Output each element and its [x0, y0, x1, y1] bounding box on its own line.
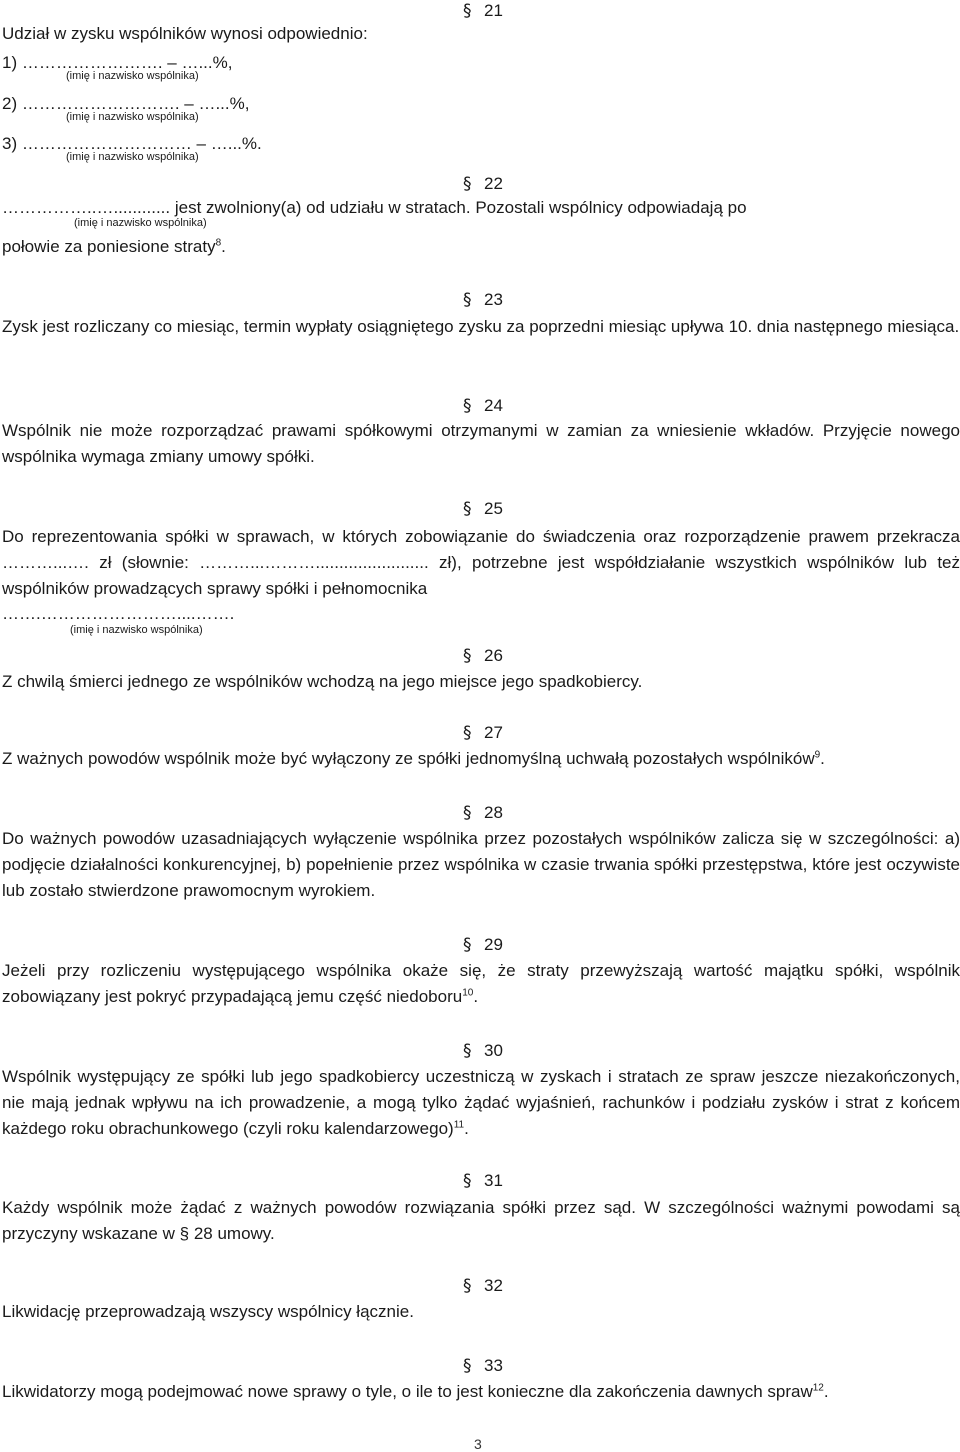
section-sign-icon	[462, 396, 476, 414]
section-23-text: Zysk jest rozliczany co miesiąc, termin wypłaty osiągniętego zysku za poprzedni miesiąc upływa 10. dnia następnego miesiąca.	[2, 317, 960, 336]
svg-text:§: §	[463, 396, 472, 414]
footnote-ref: 10	[462, 987, 474, 999]
section-sign-icon: §	[179, 1224, 190, 1243]
section-21-intro: Udział w zysku wspólników wynosi odpowiednio:	[2, 24, 368, 43]
svg-text:§: §	[463, 1171, 472, 1189]
section-26-heading	[462, 645, 503, 667]
section-29-text: Jeżeli przy rozliczeniu występującego wspólnika okaże się, że straty przewyższają wartość majątku spółki, wspólnik zobowiązany jest pokryć przypadającą jemu część niedoboru$^{10}$.	[2, 961, 960, 1006]
share-line-1: 1) ……………………. – …...%,	[2, 53, 233, 72]
section-25-caption: (imię i nazwisko wspólnika)	[70, 624, 203, 636]
section-25-heading	[462, 498, 503, 520]
section-number: 23	[484, 290, 503, 309]
section-22-line1: ……………..…............ jest zwolniony(a) od udziału w stratach. Pozostali wspólnicy odpowiadają po	[2, 198, 747, 217]
section-22-caption: (imię i nazwisko wspólnika)	[74, 217, 207, 229]
section-28-text: Do ważnych powodów uzasadniających wyłączenie wspólnika przez pozostałych wspólników zalicza się w szczególności: a) podjęcie działalności konkurencyjnej, b) popełnienie przez wspólnika w czasie trwania spółki przestępstwa, które jest oczywiste lub zostało stwierdzone prawomocnym wyrokiem.	[2, 829, 960, 900]
section-32-text: Likwidację przeprowadzają wszyscy wspólnicy łącznie.	[2, 1302, 414, 1321]
section-sign-icon	[462, 935, 476, 953]
section-number: 22	[484, 174, 503, 193]
section-number: 29	[484, 935, 503, 954]
section-24-text: Wspólnik nie może rozporządzać prawami spółkowymi otrzymanymi w zamian za wniesienie wkładów. Przyjęcie nowego wspólnika wymaga zmiany umowy spółki.	[2, 421, 960, 466]
svg-text:§: §	[463, 803, 472, 821]
share-line-3: 3) ………………………… – …...%.	[2, 134, 262, 153]
section-sign-icon	[462, 803, 476, 821]
section-number: 21	[484, 1, 503, 20]
svg-text:§: §	[463, 499, 472, 517]
section-28-heading	[462, 802, 503, 824]
section-29-heading	[462, 934, 503, 956]
section-sign-icon	[462, 1, 476, 19]
svg-text:§: §	[463, 723, 472, 741]
svg-text:§: §	[463, 935, 472, 953]
section-number: 27	[484, 723, 503, 742]
section-22-line2: połowie za poniesione straty$^8$.	[2, 237, 226, 256]
section-number: 28	[484, 803, 503, 822]
section-sign-icon	[462, 499, 476, 517]
section-32-heading	[462, 1275, 503, 1297]
section-23-heading	[462, 289, 503, 311]
section-25-dots: …….……………………....…….	[2, 604, 235, 623]
section-25-text: Do reprezentowania spółki w sprawach, w których zobowiązanie do świadczenia oraz rozporządzenie prawem przekracza ………...…. zł (słownie: ………...………........................ zł), potrzebne jest współdziałanie wszystkich wspólników lub też wspólników prowadzących sprawy spółki i pełnomocnika	[2, 527, 960, 598]
section-31-text: Każdy wspólnik może żądać z ważnych powodów rozwiązania spółki przez sąd. W szczególności ważnymi powodami są przyczyny wskazane w § 28 umowy.	[2, 1198, 960, 1243]
footnote-ref: 8	[215, 237, 222, 249]
svg-text:§: §	[463, 290, 472, 308]
section-21-heading	[462, 0, 503, 22]
section-sign-icon	[462, 1356, 476, 1374]
svg-text:§: §	[463, 1041, 472, 1059]
section-30-text: Wspólnik występujący ze spółki lub jego spadkobiercy uczestniczą w zyskach i stratach ze spraw jeszcze niezakończonych, nie mają jednak wpływu na ich prowadzenie, a mogą tylko żądać wyjaśnień, rachunków i podziału zysków i strat z końcem każdego roku obrachunkowego (czyli roku kalendarzowego)$^{11}$.	[2, 1067, 960, 1138]
section-number: 31	[484, 1171, 503, 1190]
share-caption-3: (imię i nazwisko wspólnika)	[66, 151, 199, 163]
section-31-heading	[462, 1170, 503, 1192]
section-number: 32	[484, 1276, 503, 1295]
section-30-heading	[462, 1040, 503, 1062]
section-sign-icon	[462, 1276, 476, 1294]
svg-text:§: §	[463, 1, 472, 19]
section-27-text: Z ważnych powodów wspólnik może być wyłączony ze spółki jednomyślną uchwałą pozostałych wspólników$^9$.	[2, 749, 825, 768]
section-number: 26	[484, 646, 503, 665]
section-number: 30	[484, 1041, 503, 1060]
section-33-text: Likwidatorzy mogą podejmować nowe sprawy o tyle, o ile to jest konieczne dla zakończenia dawnych spraw$^{12}$.	[2, 1382, 829, 1401]
svg-text:§: §	[463, 174, 472, 192]
share-line-2: 2) ………………………. – …...%,	[2, 94, 250, 113]
section-sign-icon	[462, 1171, 476, 1189]
footnote-ref: 12	[812, 1382, 824, 1394]
section-26-text: Z chwilą śmierci jednego ze wspólników wchodzą na jego miejsce jego spadkobiercy.	[2, 672, 643, 691]
section-sign-icon	[462, 290, 476, 308]
svg-text:§: §	[463, 646, 472, 664]
section-number: 33	[484, 1356, 503, 1375]
section-number: 24	[484, 396, 503, 415]
page-number: 3	[474, 1436, 482, 1452]
share-caption-2: (imię i nazwisko wspólnika)	[66, 111, 199, 123]
section-27-heading	[462, 722, 503, 744]
svg-text:§: §	[463, 1276, 472, 1294]
section-33-heading	[462, 1355, 503, 1377]
footnote-ref: 9	[814, 749, 821, 761]
footnote-ref: 11	[453, 1119, 465, 1131]
section-sign-icon	[462, 1041, 476, 1059]
section-22-heading	[462, 173, 503, 195]
svg-text:§: §	[463, 1356, 472, 1374]
section-sign-icon	[462, 174, 476, 192]
share-caption-1: (imię i nazwisko wspólnika)	[66, 70, 199, 82]
section-24-heading	[462, 395, 503, 417]
section-number: 25	[484, 499, 503, 518]
section-sign-icon	[462, 646, 476, 664]
section-sign-icon	[462, 723, 476, 741]
